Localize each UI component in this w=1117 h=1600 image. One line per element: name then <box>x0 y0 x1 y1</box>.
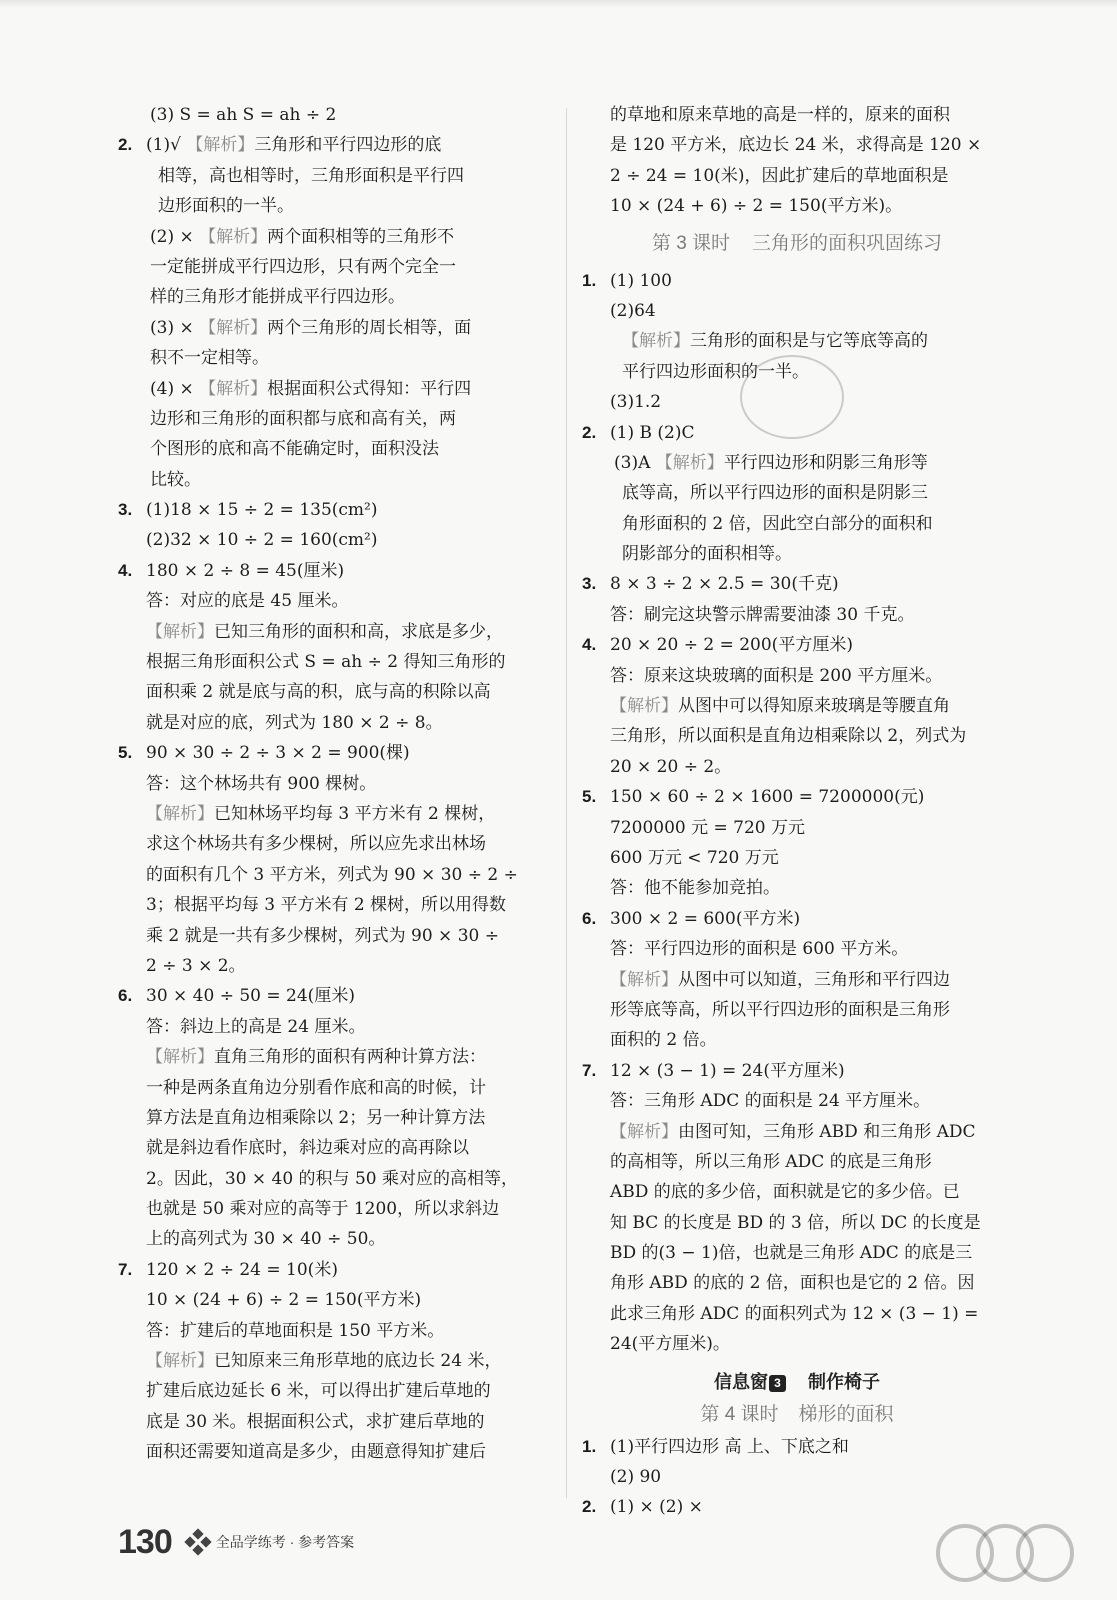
analysis-text: 三角形和平行四边形的底 <box>254 135 442 156</box>
analysis-text: 从图中可以得知原来玻璃是等腰直角 <box>678 696 950 717</box>
analysis-text: 已知三角形的面积和高，求底是多少， <box>214 621 503 642</box>
answer-text: 90 × 30 ÷ 2 ÷ 3 × 2 = 900(棵) <box>146 743 410 764</box>
site-logo-watermark <box>926 1520 1086 1584</box>
question-number: 1. <box>582 1436 597 1456</box>
question-number: 5. <box>118 743 133 763</box>
answer-line <box>582 1432 1012 1462</box>
answer-line <box>118 1103 558 1133</box>
answer-text: 30 × 40 ÷ 50 = 24(厘米) <box>146 986 355 1007</box>
analysis-tag: 【解析】 <box>610 696 678 717</box>
answer-line <box>582 1025 1012 1055</box>
answer-line <box>118 525 558 555</box>
answer-line <box>118 981 558 1011</box>
answer-line <box>118 586 558 616</box>
answer-text: 算方法是直角边相乘除以 2；另一种计算方法 <box>146 1107 486 1128</box>
info-window-number: 3 <box>769 1375 786 1392</box>
answer-line <box>118 617 558 647</box>
analysis-tag: 【解析】 <box>655 452 724 473</box>
answer-line <box>582 1086 1012 1116</box>
answer-text: (2) 90 <box>610 1467 662 1488</box>
answer-text: 面积还需要知道高是多少，由题意得知扩建后 <box>146 1442 486 1463</box>
analysis-tag: 【解析】 <box>199 226 268 247</box>
answer-text: (2)32 × 10 ÷ 2 = 160(cm²) <box>146 530 378 551</box>
analysis-tag: 【解析】 <box>610 1121 678 1142</box>
answer-line <box>582 1462 1012 1492</box>
answer-text: 就是对应的底，列式为 180 × 2 ÷ 8。 <box>146 712 443 733</box>
answer-text: 2 ÷ 24 = 10(米)，因此扩建后的草地面积是 <box>610 165 949 186</box>
question-number: 2. <box>582 422 597 442</box>
answer-text: 20 × 20 ÷ 2 = 200(平方厘米) <box>610 635 853 656</box>
question-number: 3. <box>582 574 597 594</box>
answer-text: 的面积有几个 3 平方米，列式为 90 × 30 ÷ 2 ÷ <box>146 864 518 885</box>
answer-line <box>118 738 558 768</box>
answer-line <box>118 1437 558 1467</box>
right-column <box>582 100 1012 1523</box>
answer-line <box>118 677 558 707</box>
question-number: 3. <box>118 500 133 520</box>
analysis-tag: 【解析】 <box>146 1047 214 1068</box>
analysis-text: 由图可知，三角形 ABD 和三角形 ADC <box>678 1121 976 1142</box>
answer-line <box>582 130 1012 160</box>
answer-text: 根据三角形面积公式 S = ah ÷ 2 得知三角形的 <box>146 652 506 673</box>
answer-text: (1) × (2) × <box>610 1497 703 1518</box>
answer-text: 相等，高也相等时，三角形面积是平行四 <box>158 165 464 186</box>
answer-text: 就是斜边看作底时，斜边乘对应的高再除以 <box>146 1138 469 1159</box>
answer-text: 边形面积的一半。 <box>158 196 294 217</box>
answer-text: (2) × <box>150 226 200 247</box>
answer-line <box>582 1299 1012 1329</box>
answer-text: 的草地和原来草地的高是一样的，原来的面积 <box>610 105 950 125</box>
answer-text: 12 × (3 − 1) = 24(平方厘米) <box>610 1060 845 1081</box>
answer-line <box>118 404 558 434</box>
answer-line <box>118 708 558 738</box>
answer-text: 求这个林场共有多少棵树，所以应先求出林场 <box>146 834 486 855</box>
question-number: 2. <box>118 135 133 155</box>
analysis-text: 从图中可以知道，三角形和平行四边 <box>678 969 950 990</box>
analysis-tag: 【解析】 <box>146 803 214 824</box>
answer-text: 个图形的底和高不能确定时，面积没法 <box>150 439 439 460</box>
answer-text: 一定能拼成平行四边形，只有两个完全一 <box>150 256 456 277</box>
answer-line <box>118 191 558 221</box>
answer-text: 答：对应的底是 45 厘米。 <box>146 591 349 612</box>
lesson-4-title: 梯形的面积 <box>798 1403 894 1425</box>
answer-text: 乘 2 就是一共有多少棵树，列式为 90 × 30 ÷ <box>146 925 499 946</box>
answer-line <box>118 951 558 981</box>
answer-line <box>118 890 558 920</box>
question-number: 5. <box>582 787 597 807</box>
answer-text: 答：扩建后的草地面积是 150 平方米。 <box>146 1320 445 1341</box>
answer-text: 120 × 2 ÷ 24 = 10(米) <box>146 1259 338 1280</box>
answer-text: (3) S = ah S = ah ÷ 2 <box>150 105 337 125</box>
answer-line <box>582 191 1012 221</box>
analysis-text: 两个面积相等的三角形不 <box>267 226 455 247</box>
answer-line <box>118 1285 558 1315</box>
answer-line <box>118 374 558 404</box>
answer-line <box>582 161 1012 191</box>
answer-text: (1)平行四边形 高 上、下底之和 <box>610 1436 849 1457</box>
answer-line <box>582 326 1012 356</box>
answer-text: 24(平方厘米)。 <box>610 1334 730 1355</box>
answer-text: 样的三角形才能拼成平行四边形。 <box>150 287 405 308</box>
answer-line <box>582 1238 1012 1268</box>
answer-line <box>118 1255 558 1285</box>
answer-line <box>582 1492 1012 1522</box>
answer-line <box>118 1133 558 1163</box>
answer-line <box>118 343 558 373</box>
answer-text: 面积的 2 倍。 <box>610 1030 717 1051</box>
answer-text: BD 的(3 − 1)倍，也就是三角形 ADC 的底是三 <box>610 1243 973 1264</box>
answer-line <box>118 1316 558 1346</box>
answer-text: 7200000 元 = 720 万元 <box>610 817 806 838</box>
stamp-seal <box>740 355 844 439</box>
question-number: 7. <box>582 1060 597 1080</box>
answer-line <box>118 434 558 464</box>
answer-text: 150 × 60 ÷ 2 × 1600 = 7200000(元) <box>610 787 925 808</box>
answer-text: (3) × <box>150 317 200 338</box>
answer-text: 2。因此，30 × 40 的积与 50 乘对应的高相等， <box>146 1168 518 1189</box>
answer-text: 答：刷完这块警示牌需要油漆 30 千克。 <box>610 604 915 625</box>
answer-text: 上的高列式为 30 × 40 ÷ 50。 <box>146 1229 386 1250</box>
answer-text: 是 120 平方米，底边长 24 米，求得高是 120 × <box>610 135 982 156</box>
answer-text: 也就是 50 乘对应的高等于 1200，所以求斜边 <box>146 1199 500 1220</box>
answer-line <box>118 829 558 859</box>
answer-line <box>582 478 1012 508</box>
lesson-3-title: 三角形的面积巩固练习 <box>752 232 943 254</box>
answer-line <box>118 1194 558 1224</box>
answer-line <box>582 1268 1012 1298</box>
answer-text: ABD 的底的多少倍，面积就是它的多少倍。已 <box>610 1182 960 1203</box>
answer-line <box>582 569 1012 599</box>
answer-text: (1) B (2)C <box>610 422 695 443</box>
answer-line <box>582 965 1012 995</box>
answer-text: 角形面积的 2 倍，因此空白部分的面积和 <box>622 513 933 534</box>
answer-line <box>582 813 1012 843</box>
answer-text: 底是 30 米。根据面积公式，求扩建后草地的 <box>146 1411 485 1432</box>
answer-line <box>582 1056 1012 1086</box>
question-number: 7. <box>118 1259 133 1279</box>
answer-text: 平行四边形面积的一半。 <box>622 361 809 382</box>
answer-text: 600 万元 < 720 万元 <box>610 847 779 868</box>
info-window-title: 制作椅子 <box>808 1371 880 1392</box>
answer-text: (3)1.2 <box>610 392 662 413</box>
answer-text: 10 × (24 + 6) ÷ 2 = 150(平方米) <box>146 1290 422 1311</box>
answer-text: (1) 100 <box>610 270 672 291</box>
lesson-3-heading <box>582 222 1012 266</box>
answer-line <box>582 782 1012 812</box>
answer-line <box>582 904 1012 934</box>
answer-line <box>582 600 1012 630</box>
answer-line <box>582 873 1012 903</box>
answer-text: 扩建后底边延长 6 米，可以得出扩建后草地的 <box>146 1381 491 1402</box>
lesson-4-heading <box>582 1398 1012 1432</box>
question-number: 4. <box>118 560 133 580</box>
answer-line <box>582 934 1012 964</box>
answer-line <box>118 921 558 951</box>
diamond-cluster-icon <box>186 1530 210 1554</box>
answer-line <box>118 769 558 799</box>
answer-line <box>118 556 558 586</box>
page-number: 130 <box>118 1522 172 1561</box>
answer-text: 比较。 <box>150 469 201 490</box>
question-number: 1. <box>582 270 597 290</box>
answer-text: 积不一定相等。 <box>150 348 269 369</box>
question-number: 6. <box>118 986 133 1006</box>
answer-line <box>118 799 558 829</box>
info-window-heading <box>582 1366 1012 1398</box>
answer-line <box>118 465 558 495</box>
answer-text: 边形和三角形的面积都与底和高有关，两 <box>150 408 456 429</box>
analysis-text: 两个三角形的周长相等，面 <box>267 317 472 338</box>
answer-line <box>582 1117 1012 1147</box>
analysis-tag: 【解析】 <box>146 1351 214 1372</box>
answer-line <box>118 1164 558 1194</box>
answer-line <box>582 100 1012 130</box>
answer-line <box>582 1208 1012 1238</box>
answer-line <box>118 1346 558 1376</box>
analysis-tag: 【解析】 <box>199 317 268 338</box>
analysis-tag: 【解析】 <box>186 135 255 156</box>
answer-line <box>118 1224 558 1254</box>
question-number: 2. <box>582 1497 597 1517</box>
answer-text: (3)A <box>614 452 656 473</box>
answer-text: 形等底等高，所以平行四边形的面积是三角形 <box>610 999 950 1020</box>
analysis-tag: 【解析】 <box>610 969 678 990</box>
answer-line <box>582 661 1012 691</box>
answer-line <box>582 691 1012 721</box>
answer-text: (4) × <box>150 378 200 399</box>
analysis-tag: 【解析】 <box>622 331 690 352</box>
answer-line <box>582 539 1012 569</box>
answer-text: 阴影部分的面积相等。 <box>622 544 792 565</box>
answer-line <box>118 130 558 160</box>
answer-line <box>582 448 1012 478</box>
column-divider <box>566 108 567 1498</box>
answer-line <box>582 1329 1012 1359</box>
answer-line <box>118 1376 558 1406</box>
answer-line <box>582 752 1012 782</box>
answer-text: 三角形，所以面积是直角边相乘除以 2，列式为 <box>610 726 967 747</box>
answer-line <box>118 252 558 282</box>
footer-book-title: 全品学练考 · 参考答案 <box>215 1534 355 1550</box>
answer-text: 20 × 20 ÷ 2。 <box>610 756 732 777</box>
answer-text: (1)√ <box>146 135 187 156</box>
answer-line <box>118 495 558 525</box>
answer-line <box>118 647 558 677</box>
answer-text: 3；根据平均每 3 平方米有 2 棵树，所以用得数 <box>146 895 507 916</box>
answer-line <box>118 1073 558 1103</box>
answer-line <box>118 313 558 343</box>
answer-text: 答：这个林场共有 900 棵树。 <box>146 773 377 794</box>
analysis-text: 已知林场平均每 3 平方米有 2 棵树， <box>214 803 496 824</box>
answer-text: 知 BC 的长度是 BD 的 3 倍，所以 DC 的长度是 <box>610 1212 981 1233</box>
answer-text: 答：斜边上的高是 24 厘米。 <box>146 1016 366 1037</box>
left-column <box>118 100 558 1468</box>
lesson-3-label: 第 3 课时 <box>651 232 731 254</box>
answer-line <box>118 222 558 252</box>
page-top-edge <box>0 0 1117 8</box>
answer-line <box>582 266 1012 296</box>
answer-line <box>582 296 1012 326</box>
analysis-text: 根据面积公式得知：平行四 <box>267 378 472 399</box>
answer-text: 的高相等，所以三角形 ADC 的底是三角形 <box>610 1151 932 1172</box>
answer-text: 底等高，所以平行四边形的面积是阴影三 <box>622 483 928 504</box>
answer-line <box>118 1407 558 1437</box>
answer-text: 面积乘 2 就是底与高的积，底与高的积除以高 <box>146 682 491 703</box>
answer-text: (1)18 × 15 ÷ 2 = 135(cm²) <box>146 500 378 521</box>
answer-line <box>582 1177 1012 1207</box>
answer-text: 180 × 2 ÷ 8 = 45(厘米) <box>146 560 345 581</box>
answer-line <box>118 161 558 191</box>
answer-text: 2 ÷ 3 × 2。 <box>146 955 246 976</box>
answer-line <box>582 843 1012 873</box>
answer-line <box>118 1042 558 1072</box>
answer-text: 8 × 3 ÷ 2 × 2.5 = 30(千克) <box>610 574 839 595</box>
answer-text: 此求三角形 ADC 的面积列式为 12 × (3 − 1) = <box>610 1303 979 1324</box>
analysis-tag: 【解析】 <box>199 378 268 399</box>
page-footer <box>118 1522 354 1562</box>
answer-line <box>118 860 558 890</box>
answer-text: 答：他不能参加竞拍。 <box>610 878 780 899</box>
analysis-text: 三角形的面积是与它等底等高的 <box>690 331 928 352</box>
answer-line <box>582 509 1012 539</box>
answer-text: 答：三角形 ADC 的面积是 24 平方厘米。 <box>610 1091 931 1112</box>
analysis-tag: 【解析】 <box>146 621 214 642</box>
answer-line <box>118 1012 558 1042</box>
answer-text: (2)64 <box>610 300 656 321</box>
lesson-4-label: 第 4 课时 <box>700 1403 779 1425</box>
analysis-text: 平行四边形和阴影三角形等 <box>723 452 928 473</box>
answer-text: 10 × (24 + 6) ÷ 2 = 150(平方米)。 <box>610 196 903 217</box>
question-number: 4. <box>582 635 597 655</box>
answer-text: 一种是两条直角边分别看作底和高的时候，计 <box>146 1077 486 1098</box>
answer-line <box>582 1147 1012 1177</box>
answer-line <box>582 630 1012 660</box>
answer-text: 角形 ABD 的底的 2 倍，面积也是它的 2 倍。因 <box>610 1273 975 1294</box>
analysis-text: 已知原来三角形草地的底边长 24 米， <box>214 1351 502 1372</box>
answer-text: 答：原来这块玻璃的面积是 200 平方厘米。 <box>610 665 943 686</box>
answer-text: 300 × 2 = 600(平方米) <box>610 908 801 929</box>
analysis-text: 直角三角形的面积有两种计算方法： <box>214 1047 486 1068</box>
info-window-label: 信息窗 <box>714 1371 768 1392</box>
question-number: 6. <box>582 908 597 928</box>
answer-line <box>582 995 1012 1025</box>
answer-line <box>118 282 558 312</box>
answer-line <box>582 721 1012 751</box>
answer-line <box>118 100 558 130</box>
answer-text: 答：平行四边形的面积是 600 平方米。 <box>610 939 909 960</box>
